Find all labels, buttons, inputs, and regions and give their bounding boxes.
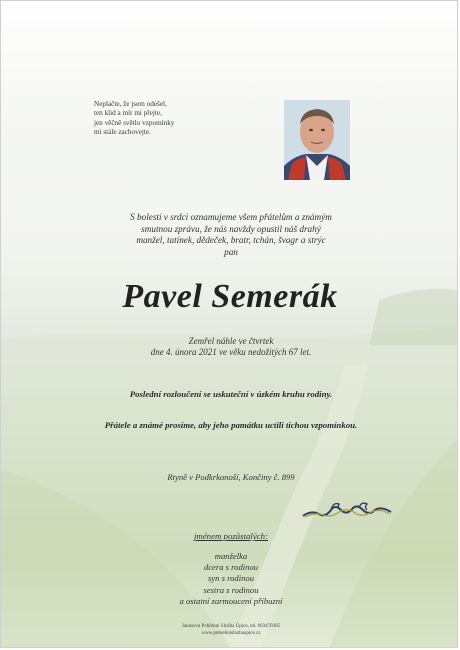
motto-line: Neplačte, že jsem odešel, [94, 100, 167, 108]
motto-line: ten klid a mír mi přejte, [94, 109, 162, 118]
intro-line: pan [224, 246, 238, 257]
death-details [61, 336, 401, 359]
motto-line: mi stále zachovejte. [94, 128, 151, 137]
farewell-notice: Poslední rozloučení se uskuteční v úzkém kruhu rodiny. [129, 389, 333, 399]
on-behalf-heading [61, 531, 401, 541]
footer-company: Janusova Pohřební Služba Úpice, tel. 603470305 [181, 624, 281, 629]
death-line: Zemřel náhle ve čtvrtek [188, 336, 274, 346]
funeral-service-footer [61, 623, 401, 637]
on-behalf-label: jménem pozůstalých: [193, 531, 269, 541]
mourners-list [61, 551, 401, 607]
motto-line: jen věčně světlo vzpomínky [94, 118, 175, 127]
motto-poem [94, 100, 274, 138]
mourner-item: sestra s rodinou [203, 584, 259, 595]
mourner-item: dcera s rodinou [203, 562, 259, 573]
friends-request: Přátele a známé prosíme, aby jeho památku uctili tichou vzpomínkou. [104, 420, 358, 430]
mourner-item: syn s rodinou [208, 573, 254, 584]
death-line: dne 4. února 2021 ve věku nedožitých 67 let. [150, 347, 312, 358]
intro-line: manžel, tatínek, dědeček, bratr, tchán, švagr a strýc [136, 235, 326, 246]
portrait-photo [284, 100, 350, 180]
announcement-intro [61, 212, 401, 258]
intro-line: smutnou zprávu, že nás navždy opustil náš drahý [141, 223, 321, 234]
footer-website: www.pohrebnisluzbaupice.cz [201, 631, 261, 636]
deceased-name: Pavel Semerák [122, 278, 338, 315]
mourner-item: manželka [214, 551, 248, 561]
intro-line: S bolestí v srdci oznamujeme všem přátelům a známým [130, 212, 332, 222]
ribbon-decoration [301, 498, 393, 520]
residence-address: Rtyně v Podkrkonoší, Končiny č. 899 [167, 472, 295, 482]
mourner-item: a ostatní zarmoucení příbuzní [179, 595, 283, 606]
